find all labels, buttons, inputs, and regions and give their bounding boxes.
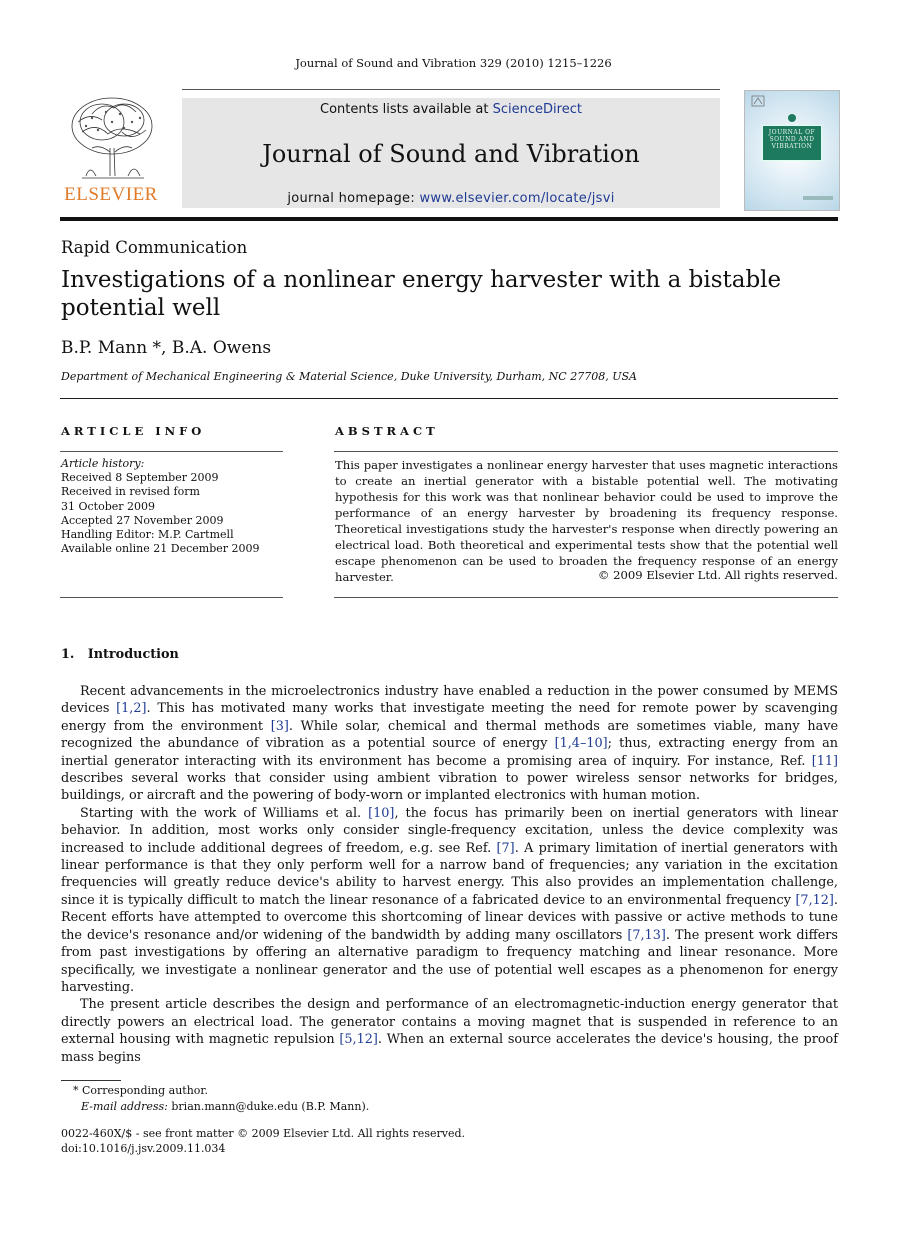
text-run: . This has motivated many works that investigate meeting the need for remote power by scavenging energy from the environment [61, 701, 838, 734]
cover-title: JOURNAL OF SOUND AND VIBRATION [768, 129, 816, 150]
issn-block [61, 1126, 465, 1156]
history-item: Accepted 27 November 2009 [61, 513, 224, 527]
citation-link[interactable]: [11] [811, 753, 838, 769]
paragraph [61, 996, 838, 1066]
article-title: Investigations of a nonlinear energy harvester with a bistable potential well [61, 267, 782, 321]
contents-line [182, 102, 720, 117]
text-run: . A primary limitation of inertial generators with linear performance is that they only perform well for a narrow band of frequencies; any variation in the excitation frequencies will greatly reduce device's ability to harvest energy. This also provides an implementation challenge, since it is typically difficult to match the linear resonance of a fabricated device to an environmental frequency [61, 840, 838, 908]
cover-seal-icon [787, 113, 797, 123]
title-divider [60, 398, 838, 399]
citation-link[interactable]: [7,13] [627, 927, 666, 943]
text-run: . While solar, chemical and thermal methods are sometimes viable, many have recognized the abundance of vibration as a potential source of energy [61, 718, 839, 752]
body-text [61, 683, 838, 1066]
contents-prefix: Contents lists available at [320, 102, 493, 117]
citation-link[interactable]: [1,4–10] [554, 736, 608, 752]
abstract-text: This paper investigates a nonlinear energy harvester that uses magnetic interactions to create an inertial generator with a bistable potential well. The motivating hypothesis for this work was that nonlinear behavior could be used to improve the performance of an energy harvester by broadening its frequency response. Theoretical investigations study the harvester's response when directly powering an electrical load. Both theoretical and experimental tests show that the potential well escape phenomenon can be used to broaden the frequency response of an energy harvester. [335, 458, 838, 584]
elsevier-wordmark: ELSEVIER [64, 184, 158, 205]
text-run: ; thus, extracting energy from an inertial generator interacting with its environment has become a promising area of inquiry. For instance, Ref. [61, 736, 838, 769]
cover-title-box [762, 125, 822, 161]
text-run: . The present work differs from past investigations by offering an alternative paradigm to frequency matching and linear resonance. More specifically, we investigate a nonlinear generator and the use of potential well escapes as a phenomenon for energy harvesting. [61, 927, 838, 995]
history-item: Received in revised form [61, 485, 200, 499]
journal-title: Journal of Sound and Vibration [262, 140, 640, 168]
abstract-copyright: © 2009 Elsevier Ltd. All rights reserved. [597, 568, 838, 582]
email-line [61, 1099, 369, 1115]
elsevier-logo[interactable] [60, 92, 162, 210]
header-thick-rule [60, 217, 838, 221]
homepage-line [182, 191, 720, 206]
paragraph [61, 805, 838, 996]
article-history [61, 457, 291, 556]
homepage-prefix: journal homepage: [287, 191, 420, 206]
email-label: E-mail address: [81, 1099, 168, 1113]
text-run: describes several works that consider using ambient vibration to power wireless sensor networks for bridges, buildings, or aircraft and the powering of body-worn or implanted electronics with human motion. [61, 771, 838, 804]
section-type: Rapid Communication [61, 238, 248, 257]
abstract-rule [334, 451, 838, 452]
corresponding-author-note: * Corresponding author. [73, 1084, 208, 1097]
history-item: Available online 21 December 2009 [61, 542, 260, 556]
article-info-rule [60, 451, 283, 452]
citation-link[interactable]: [5,12] [339, 1032, 378, 1048]
text-run: Starting with the work of Williams et al. [80, 805, 369, 821]
text-run: The present article describes the design and performance of an electromagnetic-induction energy generator that directly powers an electrical load. The generator contains a moving magnet that is suspended in reference to an external housing with magnetic repulsion [61, 997, 838, 1048]
history-item: Handling Editor: M.P. Cartmell [61, 528, 234, 542]
homepage-link[interactable]: www.elsevier.com/locate/jsvi [419, 191, 615, 206]
footnote [61, 1083, 369, 1114]
journal-banner [182, 98, 720, 208]
paragraph [61, 683, 838, 805]
running-head: Journal of Sound and Vibration 329 (2010) 1215–1226 [295, 56, 612, 70]
text-run: , the focus has primarily been on inertial generators with linear behavior. In addition, most works only consider single-frequency excitation, unless the device complexity was increased to include additional degrees of freedom, e.g. see Ref. [61, 805, 838, 856]
footnote-rule [61, 1080, 121, 1081]
email-address[interactable]: brian.mann@duke.edu (B.P. Mann). [167, 1099, 370, 1113]
banner-top-rule [182, 89, 720, 90]
text-run: . When an external source accelerates the device's housing, the proof mass begins [61, 1032, 838, 1065]
abstract-bottom-rule [334, 597, 838, 598]
history-item: 31 October 2009 [61, 499, 156, 513]
text-run: . Recent efforts have attempted to overcome this shortcoming of linear devices with passive or active methods to tune the device's resonance and/or widening of the bandwidth by adding many oscillators [61, 892, 838, 943]
citation-link[interactable]: [7,12] [795, 892, 834, 908]
abstract-heading: ABSTRACT [335, 424, 439, 438]
cover-logo-icon [751, 95, 765, 107]
article-info-bottom-rule [60, 597, 283, 598]
journal-cover-thumbnail[interactable] [744, 90, 840, 211]
history-label: Article history: [61, 457, 145, 470]
citation-link[interactable]: [1,2] [116, 701, 147, 717]
article-info-heading: ARTICLE INFO [61, 424, 206, 438]
author-list: B.P. Mann *, B.A. Owens [61, 338, 272, 358]
sciencedirect-link[interactable]: ScienceDirect [492, 102, 582, 117]
front-matter-line: 0022-460X/$ - see front matter © 2009 Elsevier Ltd. All rights reserved. [61, 1127, 465, 1140]
elsevier-tree-icon [62, 92, 160, 184]
doi-line[interactable]: doi:10.1016/j.jsv.2009.11.034 [61, 1142, 226, 1155]
citation-link[interactable]: [3] [270, 718, 289, 734]
citation-link[interactable]: [10] [368, 805, 395, 821]
cover-publisher-mark-icon [803, 193, 835, 203]
section-heading: 1. Introduction [61, 647, 179, 662]
history-item: Received 8 September 2009 [61, 471, 219, 485]
citation-link[interactable]: [7] [496, 840, 515, 856]
author-affiliation: Department of Mechanical Engineering & Material Science, Duke University, Durham, NC 27708, USA [61, 370, 637, 383]
text-run: Recent advancements in the microelectronics industry have enabled a reduction in the power consumed by MEMS devices [61, 684, 838, 717]
